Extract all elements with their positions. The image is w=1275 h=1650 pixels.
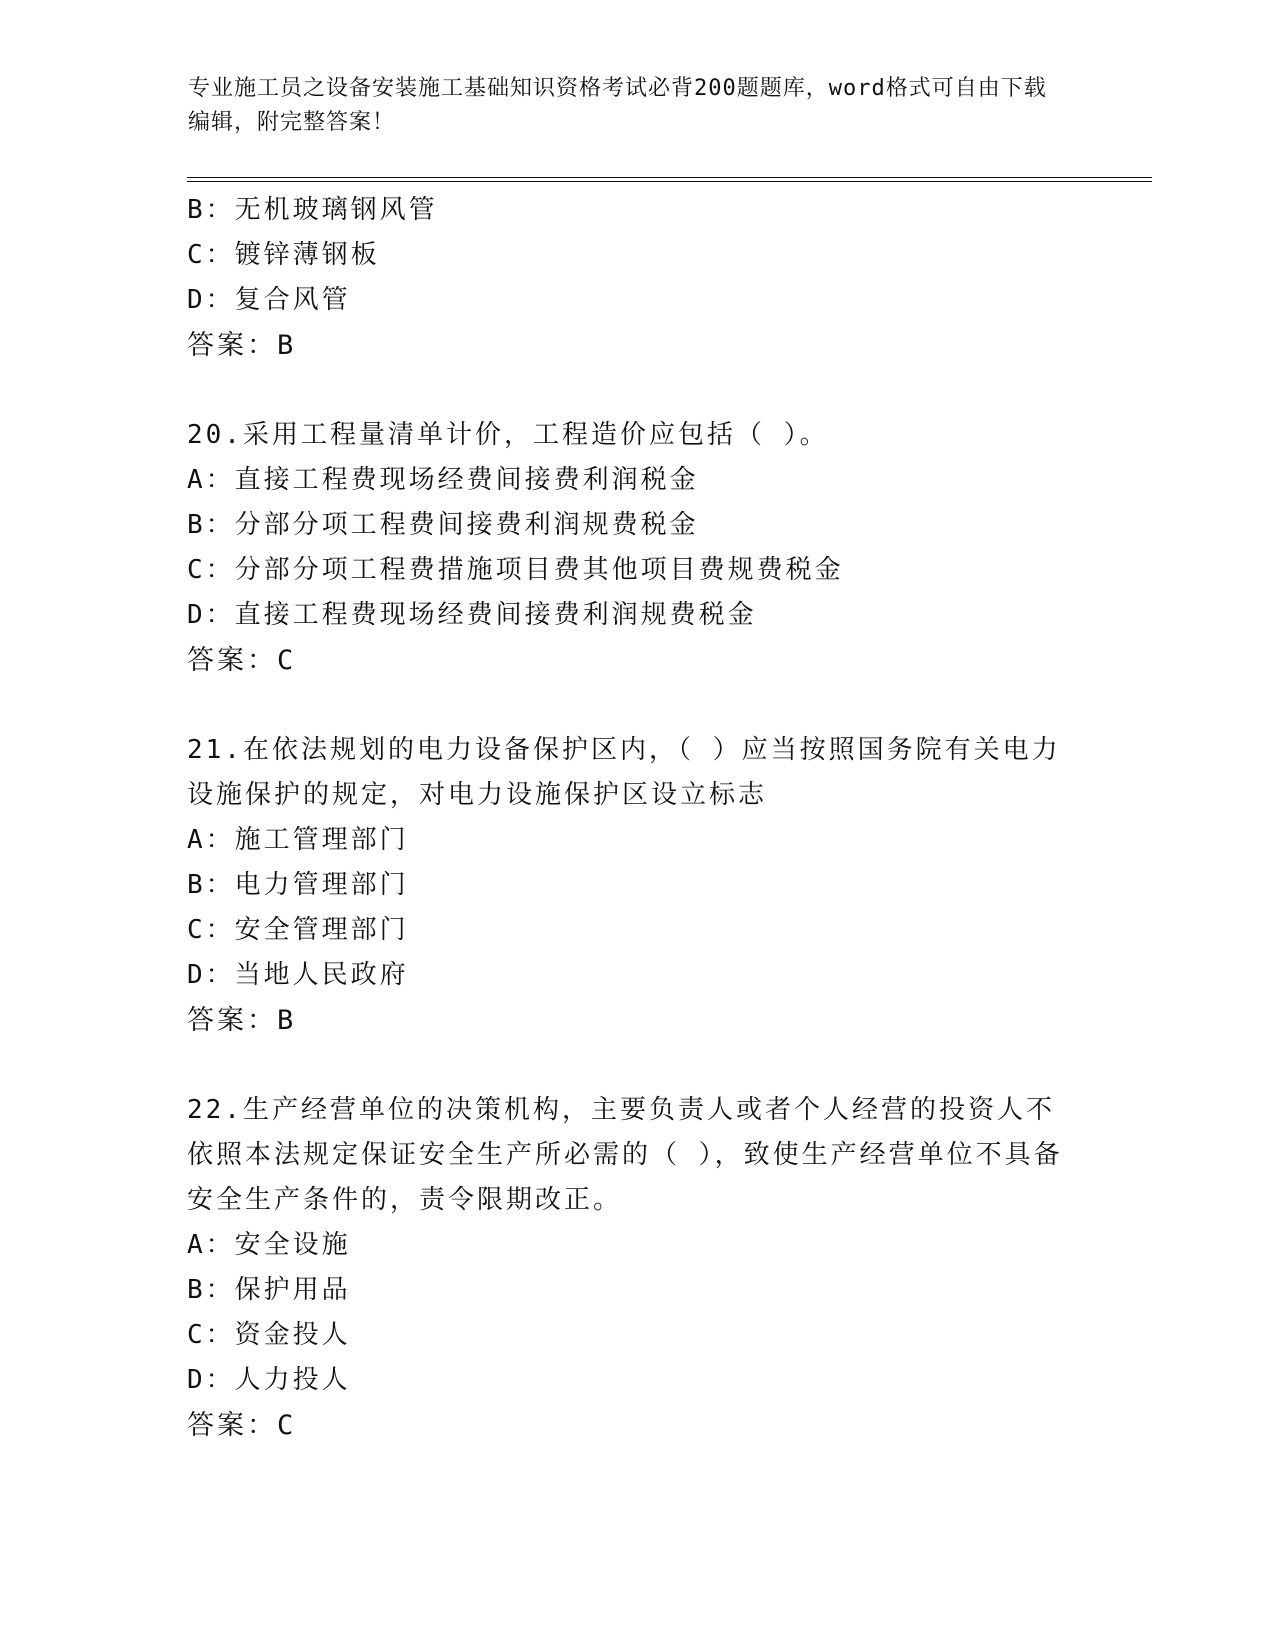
option-a: A：施工管理部门	[187, 825, 409, 855]
option-b: B：无机玻璃钢风管	[187, 195, 438, 225]
option-d: D：人力投人	[187, 1365, 351, 1395]
option-b: B：保护用品	[187, 1275, 351, 1305]
question-20	[187, 413, 1087, 683]
header-rule-bottom	[187, 181, 1152, 182]
question-text: 21.在依法规划的电力设备保护区内，（ ）应当按照国务院有关电力设施保护的规定，对电力设施保护区设立标志	[187, 735, 1061, 810]
option-d: D：复合风管	[187, 285, 351, 315]
question-text: 22.生产经营单位的决策机构，主要负责人或者个人经营的投资人不依照本法规定保证安全生产所必需的（ ），致使生产经营单位不具备安全生产条件的，责令限期改正。	[187, 1095, 1063, 1215]
option-c: C：安全管理部门	[187, 915, 409, 945]
option-b: B：分部分项工程费间接费利润规费税金	[187, 510, 699, 540]
option-a: A：直接工程费现场经费间接费利润税金	[187, 465, 699, 495]
question-19-continuation	[187, 188, 1087, 368]
option-d: D：当地人民政府	[187, 960, 409, 990]
question-21	[187, 728, 1087, 1043]
answer: 答案：C	[187, 1410, 297, 1441]
answer: 答案：B	[187, 330, 297, 361]
option-c: C：资金投人	[187, 1320, 351, 1350]
spacer	[187, 1043, 1087, 1088]
header-rule-top	[187, 177, 1152, 178]
question-22	[187, 1088, 1087, 1448]
option-d: D：直接工程费现场经费间接费利润规费税金	[187, 600, 757, 630]
option-b: B：电力管理部门	[187, 870, 409, 900]
answer: 答案：B	[187, 1005, 297, 1036]
spacer	[187, 683, 1087, 728]
option-c: C：镀锌薄钢板	[187, 240, 380, 270]
question-text: 20.采用工程量清单计价，工程造价应包括（ ）。	[187, 420, 829, 450]
spacer	[187, 368, 1087, 413]
answer: 答案：C	[187, 645, 297, 676]
document-header: 专业施工员之设备安装施工基础知识资格考试必背200题题库，word格式可自由下载编辑，附完整答案！	[188, 76, 1047, 135]
option-a: A：安全设施	[187, 1230, 351, 1260]
question-content	[187, 188, 1087, 1448]
option-c: C：分部分项工程费措施项目费其他项目费规费税金	[187, 555, 844, 585]
